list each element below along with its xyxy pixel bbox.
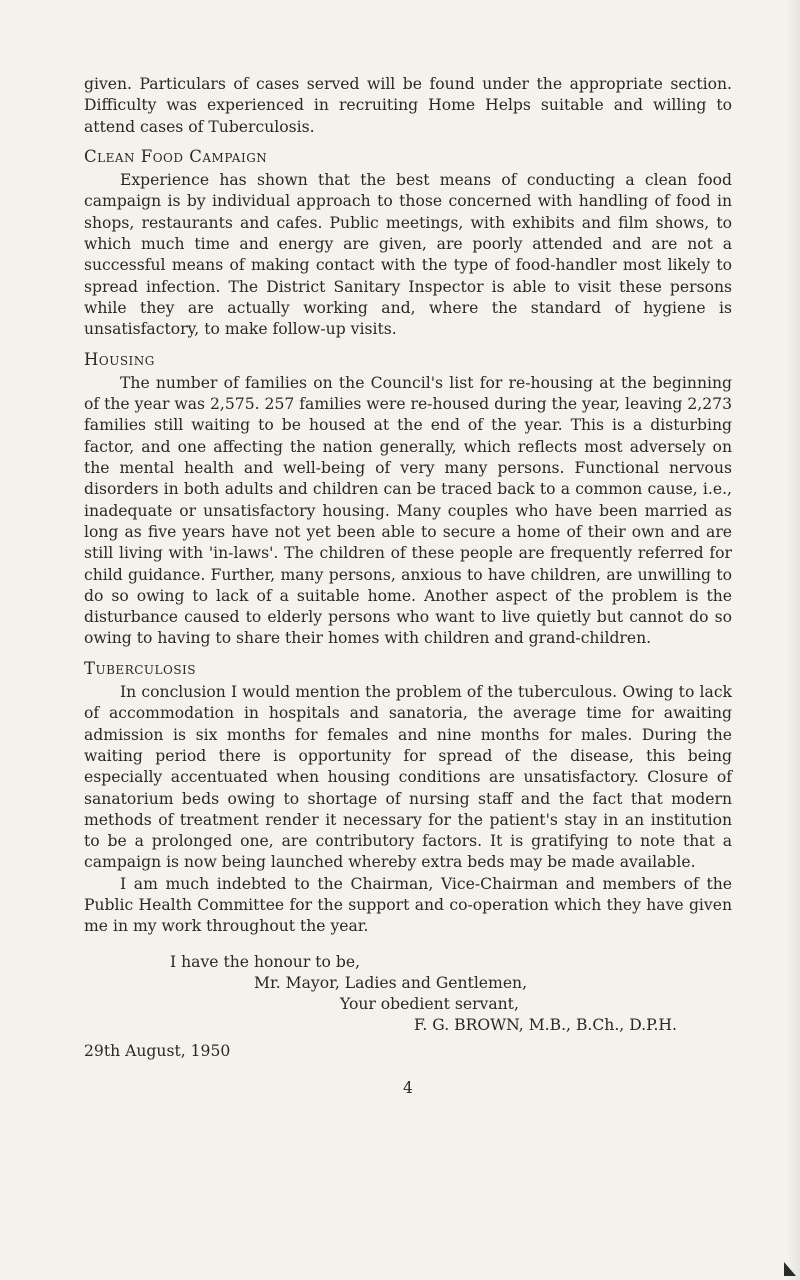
- intro-paragraph: given. Particulars of cases served will be found under the appropriate section. Difficulty was experienced in recruiting Home Helps suitable and willing to attend cases of Tuberculosis.: [84, 75, 732, 136]
- closing-line-servant: Your obedient servant,: [340, 995, 519, 1014]
- letter-date: 29th August, 1950: [84, 1041, 231, 1060]
- housing-paragraph: The number of families on the Council's list for re-housing at the beginning of the year was 2,575. 257 families were re-housed during the year, leaving 2,273 families still waiting to be housed at the end of the year. This is a disturbing factor, and one affecting the nation generally, which reflects most adversely on the mental health and well-being of very many persons. Functional nervous disorders in both adults and children can be traced back to a common cause, i.e., inadequate or unsatisfactory housing. Many couples who have been married as long as five years have not yet been able to secure a home of their own and are still living with 'in-laws'. The children of these people are frequently referred for child guidance. Further, many persons, anxious to have children, are unwilling to do so owing to lack of a suitable home. Another aspect of the problem is the disturbance caused to elderly persons who want to live quietly but cannot do so owing to having to share their homes with children and grand-children.: [84, 373, 732, 648]
- tuberculosis-paragraph: In conclusion I would mention the problem of the tuberculous. Owing to lack of accommodation in hospitals and sanatoria, the average time for awaiting admission is six months for females and nine months for males. During the waiting period there is opportunity for spread of the disease, this being especially accentuated when housing conditions are unsatisfactory. Closure of sanatorium beds owing to shortage of nursing staff and the fact that modern methods of treatment render it necessary for the patient's stay in an institution to be a prolonged one, are contributory factors. It is gratifying to note that a campaign is now being launched whereby extra beds may be made available.: [84, 683, 732, 872]
- document-page: [84, 74, 732, 1099]
- closing-line-salutation: Mr. Mayor, Ladies and Gentlemen,: [254, 973, 528, 992]
- section-heading-tuberculosis: Tuberculosis: [84, 658, 197, 678]
- signature: F. G. BROWN, M.B., B.Ch., D.P.H.: [414, 1016, 677, 1035]
- acknowledgement-paragraph: I am much indebted to the Chairman, Vice-Chairman and members of the Public Health Committee for the support and co-operation which they have given me in my work throughout the year.: [84, 874, 732, 936]
- clean-food-paragraph: Experience has shown that the best means of conducting a clean food campaign is by individual approach to those concerned with handling of food in shops, restaurants and cafes. Public meetings, with exhibits and film shows, to which much time and energy are given, are poorly attended and are not a successful means of making contact with the type of food-handler most likely to spread infection. The District Sanitary Inspector is able to visit these persons while they are actually working and, where the standard of hygiene is unsatisfactory, to make follow-up visits.: [84, 171, 732, 339]
- closing-line-honour: I have the honour to be,: [170, 952, 361, 971]
- section-heading-housing: Housing: [84, 349, 155, 369]
- closing-block: [84, 952, 732, 1037]
- page-number: 4: [403, 1079, 413, 1098]
- page-edge-shadow: [786, 0, 800, 1280]
- section-heading-clean-food: Clean Food Campaign: [84, 146, 268, 166]
